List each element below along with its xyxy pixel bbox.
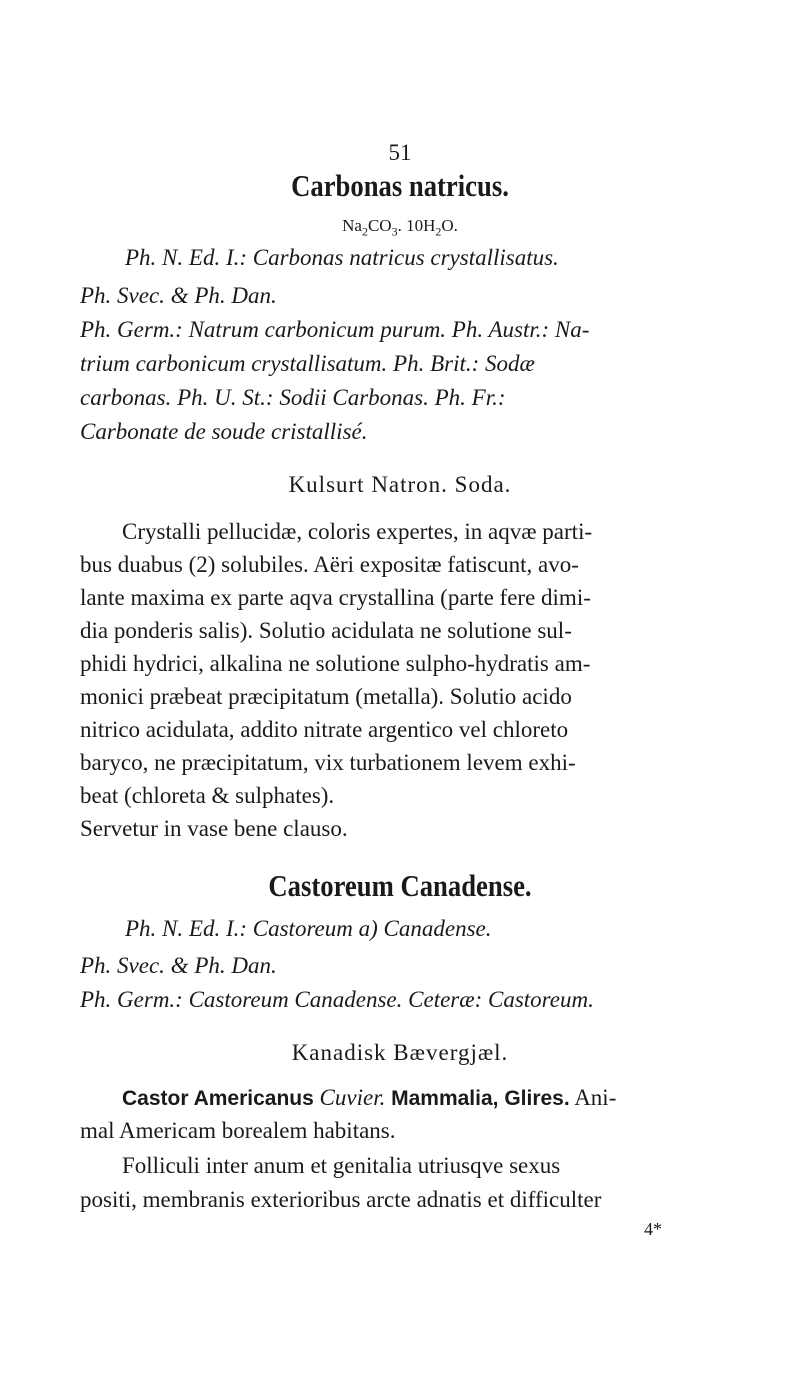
chemical-formula [0,216,800,239]
origin-line: mal Americam borealem habitans. [80,1118,396,1143]
synonym-line: Carbonate de soude cristallisé. [80,419,368,444]
origin-tail: Ani- [574,1085,617,1110]
description-line: phidi hydrici, alkalina ne solutione sulpho-hydratis am- [80,651,591,676]
local-name: Kulsurt Natron. Soda. [288,472,512,497]
signature-mark: 4* [644,1219,662,1239]
formula-text: $Na_2CO_3$. $10H_2O$. [342,216,458,239]
description-line: Folliculi inter anum et genitalia utriusqve sexus [122,1153,561,1178]
description-line: monici præbeat præcipitatum (metalla). Solutio acido [80,684,572,709]
pharmacopoeia-ref: Ph. Svec. & Ph. Dan. [80,283,277,308]
species-class: Mammalia, Glires. [391,1087,570,1110]
pharmacopoeia-ref: Ph. N. Ed. I.: Castoreum a) Canadense. [125,916,492,941]
description-line: Servetur in vase bene clauso. [80,816,348,841]
description-line: lante maxima ex parte aqva crystallina (parte fere dimi- [80,585,591,610]
description-line: positi, membranis exterioribus arcte adnatis et difficulter [80,1187,602,1212]
pharmacopoeia-ref: Ph. Svec. & Ph. Dan. [80,953,277,978]
synonym-line: trium carbonicum crystallisatum. Ph. Brit.: Sodæ [80,351,535,376]
description-line: dia ponderis salis). Solutio acidulata ne solutione sul- [80,618,572,643]
origin-line [122,1084,616,1113]
description-line: Crystalli pellucidæ, coloris expertes, in aqvæ parti- [122,519,593,544]
page-number: 51 [388,140,412,165]
description-line: nitrico acidulata, addito nitrate argentico vel chloreto [80,717,569,742]
pharmacopoeia-ref: Ph. Germ.: Castoreum Canadense. Ceteræ: Castoreum. [80,987,594,1012]
synonym-line: Ph. Germ.: Natrum carbonicum purum. Ph. Austr.: Na- [80,317,590,342]
synonym-line: carbonas. Ph. U. St.: Sodii Carbonas. Ph. Fr.: [80,385,506,410]
description-line: baryco, ne præcipitatum, vix turbationem levem exhi- [80,750,576,775]
species-name: Castor Americanus [122,1087,314,1110]
section-title-carbonas: Carbonas natricus. [291,168,509,203]
description-line: bus duabus (2) solubiles. Aëri expositæ fatiscunt, avo- [80,552,579,577]
species-author: Cuvier. [319,1085,386,1110]
pharmacopoeia-ref: Ph. N. Ed. I.: Carbonas natricus crystallisatus. [125,245,559,270]
description-line: beat (chloreta & sulphates). [80,783,335,808]
local-name: Kanadisk Bævergjæl. [291,1040,509,1065]
section-title-castoreum: Castoreum Canadense. [268,868,532,903]
